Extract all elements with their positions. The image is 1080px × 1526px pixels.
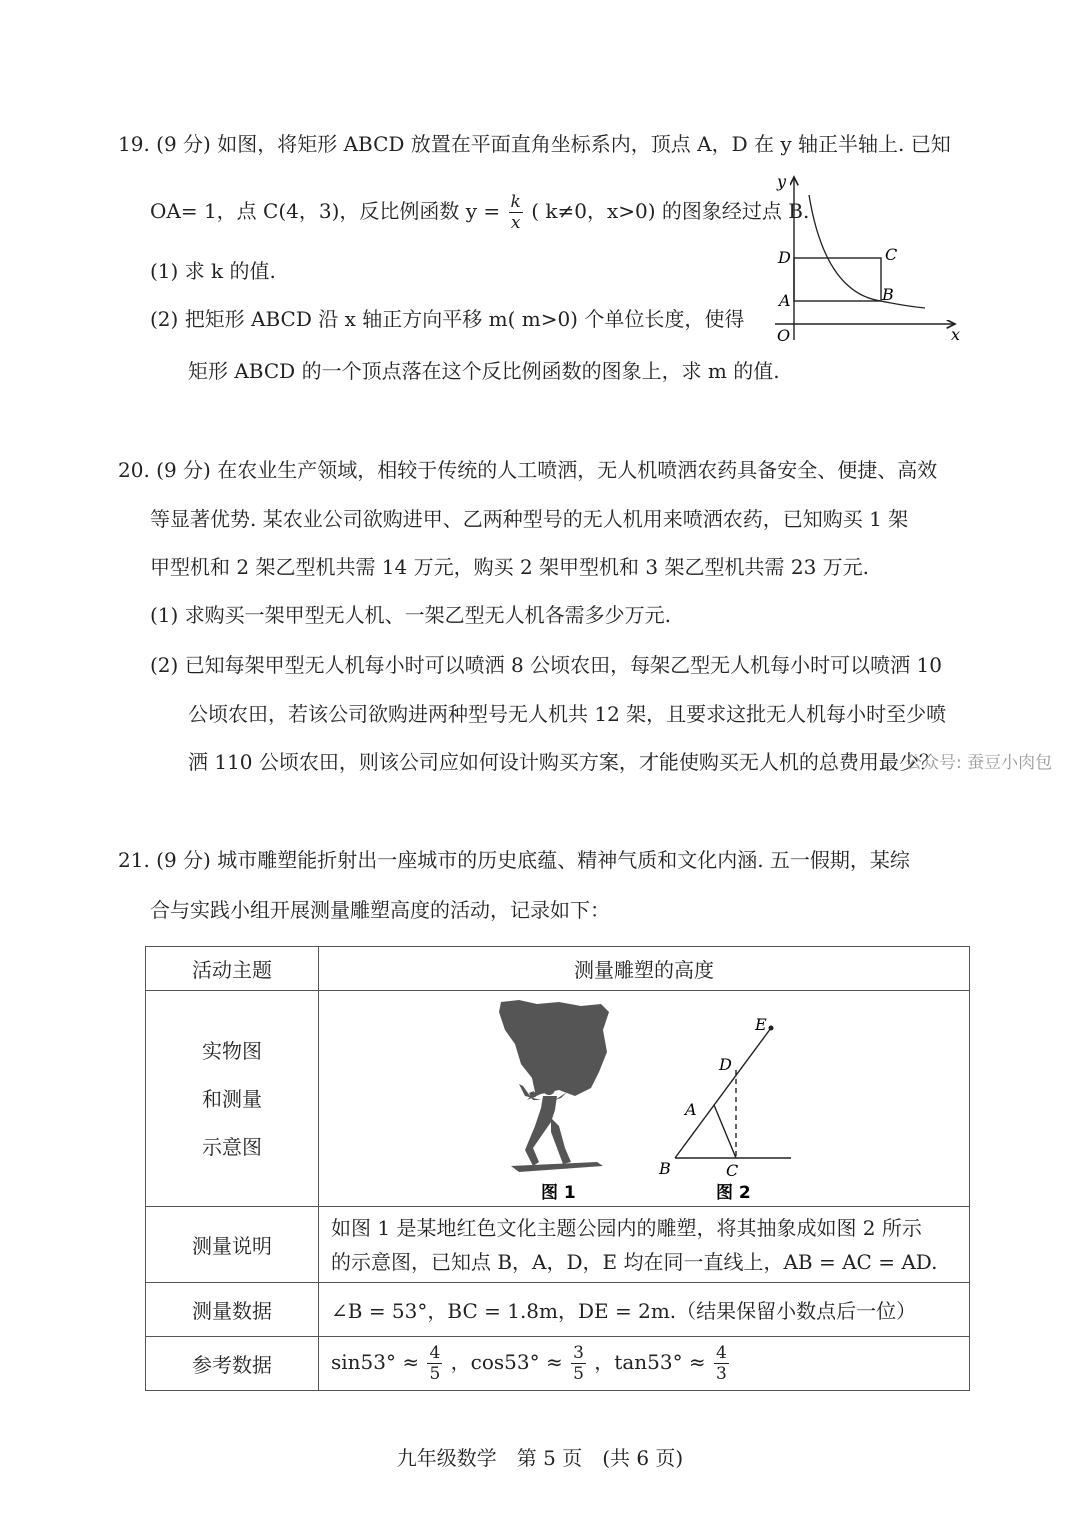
q19-part1: (1) 求 k 的值. (150, 259, 276, 283)
cell-value-reference (319, 1337, 970, 1391)
q19-part2-line2: 矩形 ABCD 的一个顶点落在这个反比例函数的图象上，求 m 的值. (188, 359, 780, 383)
description-line1: 如图 1 是某地红色文化主题公园内的雕塑，将其抽象成如图 2 所示 (331, 1215, 922, 1240)
q19-line2-suffix: ( k≠0，x>0) 的图象经过点 B. (531, 199, 810, 223)
figures-label-line1: 实物图 (202, 1038, 262, 1063)
q20-part2-line3: 洒 110 公顷农田，则该公司应如何设计购买方案，才能使购买无人机的总费用最少？ (188, 750, 939, 774)
q20-part2-line1: (2) 已知每架甲型无人机每小时可以喷洒 8 公顷农田，每架乙型无人机每小时可以喷洒 10 (150, 653, 942, 677)
table-row (146, 991, 970, 1207)
sin-fraction (427, 1343, 442, 1384)
q20-stem-line1: 20. (9 分) 在农业生产领域，相较于传统的人工喷洒，无人机喷洒农药具备安全、便捷、高效 (118, 458, 938, 482)
label-a2: A (685, 1099, 697, 1119)
cos-fraction (571, 1343, 586, 1384)
q19-line2-prefix: OA= 1，点 C(4，3)，反比例函数 y = (150, 199, 501, 223)
measurement-diagram (675, 1028, 791, 1158)
rectangle-abcd (794, 258, 881, 301)
sculpture-silhouette (499, 1000, 609, 1172)
tan-numerator: 4 (716, 1343, 727, 1363)
tan-text: ，tan53° ≈ (594, 1350, 706, 1374)
q21-stem-line2: 合与实践小组开展测量雕塑高度的活动，记录如下： (150, 898, 610, 922)
fig1-caption: 图 1 (541, 1182, 576, 1203)
label-c2: C (726, 1160, 739, 1180)
cell-label-theme: 活动主题 (146, 947, 319, 991)
q19-fraction-numerator: k (510, 192, 521, 212)
label-e: E (755, 1014, 767, 1034)
table-row (146, 1337, 970, 1391)
label-c: C (885, 245, 898, 264)
fig2-caption: 图 2 (716, 1182, 751, 1203)
q19-coordinate-graph (765, 165, 970, 350)
q21-stem-line1: 21. (9 分) 城市雕塑能折射出一座城市的历史底蕴、精神气质和文化内涵. 五一假期，某综 (118, 848, 910, 872)
label-y: y (777, 172, 787, 191)
q20-part2-line2: 公顷农田，若该公司欲购进两种型号无人机共 12 架，且要求这批无人机每小时至少喷 (188, 702, 947, 726)
sin-numerator: 4 (429, 1343, 441, 1363)
cos-denominator: 5 (573, 1364, 584, 1384)
cell-figures (319, 991, 970, 1207)
cell-label-reference: 参考数据 (146, 1337, 319, 1391)
q19-fraction-denominator: x (510, 213, 521, 233)
cell-label-data: 测量数据 (146, 1283, 319, 1337)
label-b2: B (659, 1158, 671, 1178)
cos-numerator: 3 (573, 1343, 584, 1363)
q19-part2-line1: (2) 把矩形 ABCD 沿 x 轴正方向平移 m( m>0) 个单位长度，使得 (150, 307, 745, 331)
label-o: O (777, 326, 791, 345)
table-row (146, 947, 970, 991)
q19-fraction (509, 192, 523, 233)
cos-text: ，cos53° ≈ (450, 1350, 563, 1374)
activity-record-table (145, 946, 970, 1391)
figures-svg (319, 992, 969, 1206)
label-d: D (778, 248, 791, 267)
cell-value-theme: 测量雕塑的高度 (319, 947, 970, 991)
figures-label-line3: 示意图 (202, 1134, 262, 1159)
label-b: B (882, 285, 894, 304)
sin-denominator: 5 (429, 1364, 441, 1384)
q19-stem-line2 (150, 192, 809, 233)
table-row (146, 1207, 970, 1283)
figures-label-line2: 和测量 (202, 1086, 262, 1111)
label-d2: D (719, 1054, 732, 1074)
description-line2: 的示意图，已知点 B，A，D，E 均在同一直线上，AB = AC = AD. (331, 1249, 938, 1274)
cell-label-figures (146, 991, 319, 1207)
q20-stem-line3: 甲型机和 2 架乙型机共需 14 万元，购买 2 架甲型机和 3 架乙型机共需 23 万元. (150, 555, 870, 579)
sin-text: sin53° ≈ (331, 1350, 420, 1374)
q20-part1: (1) 求购买一架甲型无人机、一架乙型无人机各需多少万元. (150, 603, 672, 627)
label-x: x (951, 325, 961, 344)
cell-value-data: ∠B = 53°，BC = 1.8m，DE = 2m.（结果保留小数点后一位） (319, 1283, 970, 1337)
cell-value-description (319, 1207, 970, 1283)
tan-denominator: 3 (716, 1364, 727, 1384)
label-a: A (779, 291, 791, 310)
hyperbola-curve (809, 195, 925, 308)
watermark: 公众号: 蚕豆小肉包 (905, 753, 1053, 773)
cell-label-description: 测量说明 (146, 1207, 319, 1283)
q19-stem-line1: 19. (9 分) 如图，将矩形 ABCD 放置在平面直角坐标系内，顶点 A，D 在 y 轴正半轴上. 已知 (118, 132, 951, 156)
point-e-dot (769, 1025, 774, 1030)
q20-stem-line2: 等显著优势. 某农业公司欲购进甲、乙两种型号的无人机用来喷洒农药，已知购买 1 架 (150, 507, 909, 531)
table-row (146, 1283, 970, 1337)
tan-fraction (714, 1343, 729, 1384)
page-footer: 九年级数学 第 5 页 (共 6 页) (396, 1446, 684, 1470)
